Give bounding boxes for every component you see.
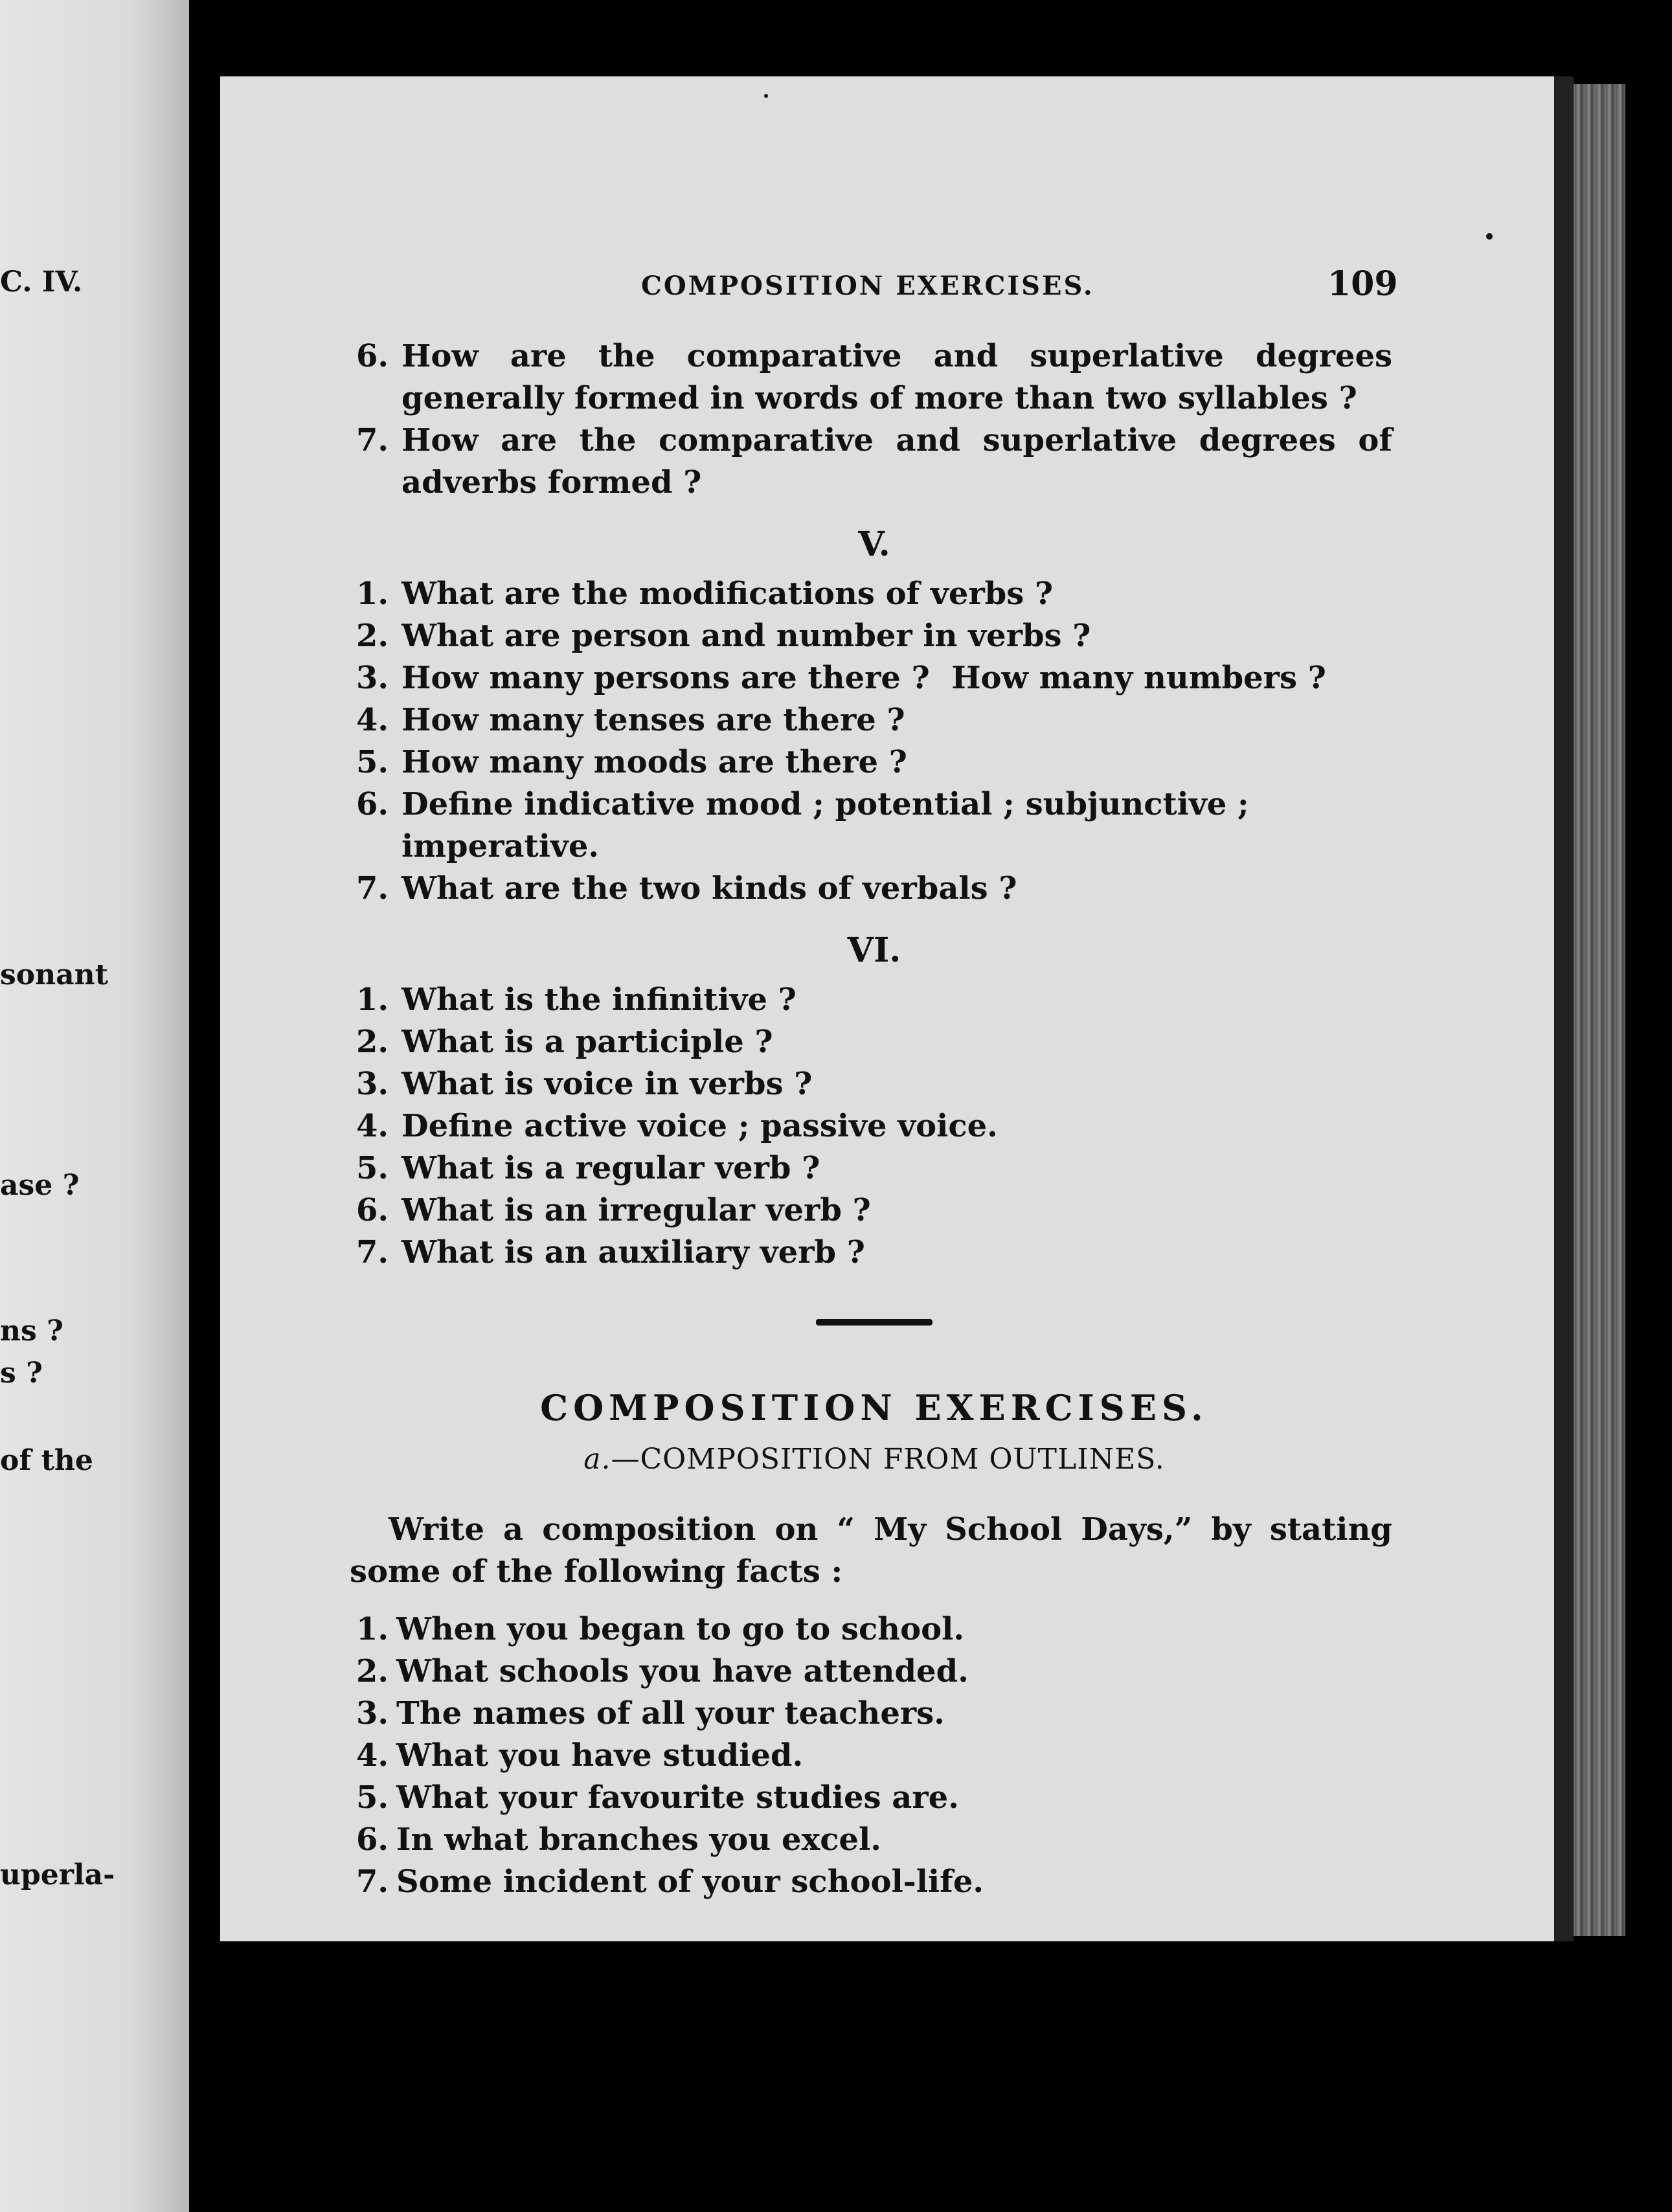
item-number: 6. bbox=[356, 338, 389, 374]
list-item bbox=[356, 1777, 1392, 1819]
left-fragment: sonant bbox=[0, 958, 108, 991]
item-number: 1. bbox=[356, 1611, 389, 1647]
list-item bbox=[356, 615, 1392, 657]
item-text: What is voice in verbs ? bbox=[401, 1066, 813, 1102]
list-item bbox=[356, 1105, 1392, 1147]
item-number: 5. bbox=[356, 1779, 389, 1816]
item-text: What is an irregular verb ? bbox=[401, 1192, 871, 1228]
item-number: 3. bbox=[356, 660, 389, 696]
item-number: 2. bbox=[356, 618, 389, 654]
item-text: Define indicative mood ; potential ; subjunctive ; imperative. bbox=[401, 786, 1249, 864]
list-item bbox=[356, 1190, 1392, 1232]
left-facing-page bbox=[0, 0, 194, 2212]
item-text: What are the modifications of verbs ? bbox=[401, 576, 1054, 612]
list-item bbox=[356, 1021, 1392, 1063]
item-number: 6. bbox=[356, 786, 389, 822]
item-number: 6. bbox=[356, 1822, 389, 1858]
item-text: How are the comparative and superlative degrees generally formed in words of more than two syllables ? bbox=[401, 338, 1392, 416]
subtitle-letter: a. bbox=[583, 1443, 611, 1476]
list-item bbox=[356, 1693, 1392, 1735]
item-number: 1. bbox=[356, 982, 389, 1018]
item-number: 1. bbox=[356, 576, 389, 612]
item-number: 2. bbox=[356, 1653, 389, 1689]
list-item bbox=[356, 1861, 1392, 1903]
item-text: What is an auxiliary verb ? bbox=[401, 1234, 865, 1270]
item-text: What are person and number in verbs ? bbox=[401, 618, 1091, 654]
item-text: What is the infinitive ? bbox=[401, 982, 796, 1018]
list-item bbox=[356, 784, 1392, 868]
list-item bbox=[356, 420, 1392, 504]
item-text: What schools you have attended. bbox=[396, 1653, 969, 1689]
composition-title: COMPOSITION EXERCISES. bbox=[540, 1387, 1208, 1428]
list-item bbox=[356, 1735, 1392, 1777]
item-text: What is a participle ? bbox=[401, 1024, 773, 1060]
ink-speck bbox=[1486, 233, 1493, 240]
item-text: How many persons are there ? How many numbers ? bbox=[401, 660, 1326, 696]
item-number: 7. bbox=[356, 1864, 389, 1900]
section-vi-questions bbox=[356, 979, 1392, 1274]
item-text: What you have studied. bbox=[396, 1737, 804, 1774]
list-item bbox=[356, 1063, 1392, 1105]
list-item bbox=[356, 1232, 1392, 1274]
list-item bbox=[356, 335, 1392, 420]
item-number: 5. bbox=[356, 744, 389, 780]
item-number: 3. bbox=[356, 1066, 389, 1102]
item-number: 3. bbox=[356, 1695, 389, 1732]
item-number: 4. bbox=[356, 1108, 389, 1144]
page-number: 109 bbox=[1327, 264, 1398, 304]
item-text: When you began to go to school. bbox=[396, 1611, 965, 1647]
item-text: How are the comparative and superlative degrees of adverbs formed ? bbox=[401, 422, 1392, 501]
list-item bbox=[356, 741, 1392, 784]
item-text: Define active voice ; passive voice. bbox=[401, 1108, 998, 1144]
list-item bbox=[356, 1651, 1392, 1693]
item-number: 7. bbox=[356, 870, 389, 907]
section-title-vi: VI. bbox=[847, 931, 901, 970]
item-text: What your favourite studies are. bbox=[396, 1779, 959, 1816]
book-page bbox=[220, 76, 1574, 1941]
page-content bbox=[350, 335, 1392, 1903]
item-number: 7. bbox=[356, 1234, 389, 1270]
list-item bbox=[356, 573, 1392, 615]
left-fragment: C. IV. bbox=[0, 265, 83, 299]
item-text: What is a regular verb ? bbox=[401, 1150, 820, 1186]
list-item bbox=[356, 868, 1392, 910]
composition-facts bbox=[356, 1608, 1392, 1903]
left-fragment: of the bbox=[0, 1444, 93, 1477]
list-item bbox=[356, 979, 1392, 1021]
item-number: 4. bbox=[356, 702, 389, 738]
left-fragment: s ? bbox=[0, 1357, 43, 1390]
ink-speck bbox=[764, 94, 768, 98]
item-text: What are the two kinds of verbals ? bbox=[401, 870, 1017, 907]
item-text: In what branches you excel. bbox=[396, 1822, 881, 1858]
item-number: 4. bbox=[356, 1737, 389, 1774]
list-item bbox=[356, 1819, 1392, 1861]
previous-questions bbox=[356, 335, 1392, 504]
item-text: How many moods are there ? bbox=[401, 744, 907, 780]
item-number: 6. bbox=[356, 1192, 389, 1228]
item-text: Some incident of your school-life. bbox=[396, 1864, 984, 1900]
list-item bbox=[356, 657, 1392, 699]
section-divider bbox=[816, 1319, 932, 1326]
list-item bbox=[356, 1608, 1392, 1651]
item-text: How many tenses are there ? bbox=[401, 702, 905, 738]
running-head: COMPOSITION EXERCISES. bbox=[641, 271, 1094, 301]
list-item bbox=[356, 699, 1392, 741]
section-title-v: V. bbox=[858, 525, 890, 564]
item-number: 7. bbox=[356, 422, 389, 458]
item-number: 5. bbox=[356, 1150, 389, 1186]
item-number: 2. bbox=[356, 1024, 389, 1060]
composition-subtitle bbox=[356, 1438, 1392, 1480]
list-item bbox=[356, 1147, 1392, 1190]
left-fragment: ase ? bbox=[0, 1169, 80, 1202]
left-fragment: ns ? bbox=[0, 1315, 63, 1348]
subtitle-text: —COMPOSITION FROM OUTLINES. bbox=[611, 1443, 1165, 1476]
left-fragment: uperla- bbox=[0, 1858, 115, 1891]
item-text: The names of all your teachers. bbox=[396, 1695, 945, 1732]
section-v-questions bbox=[356, 573, 1392, 910]
composition-intro: Write a composition on “ My School Days,” by stating some of the following facts : bbox=[350, 1511, 1392, 1590]
